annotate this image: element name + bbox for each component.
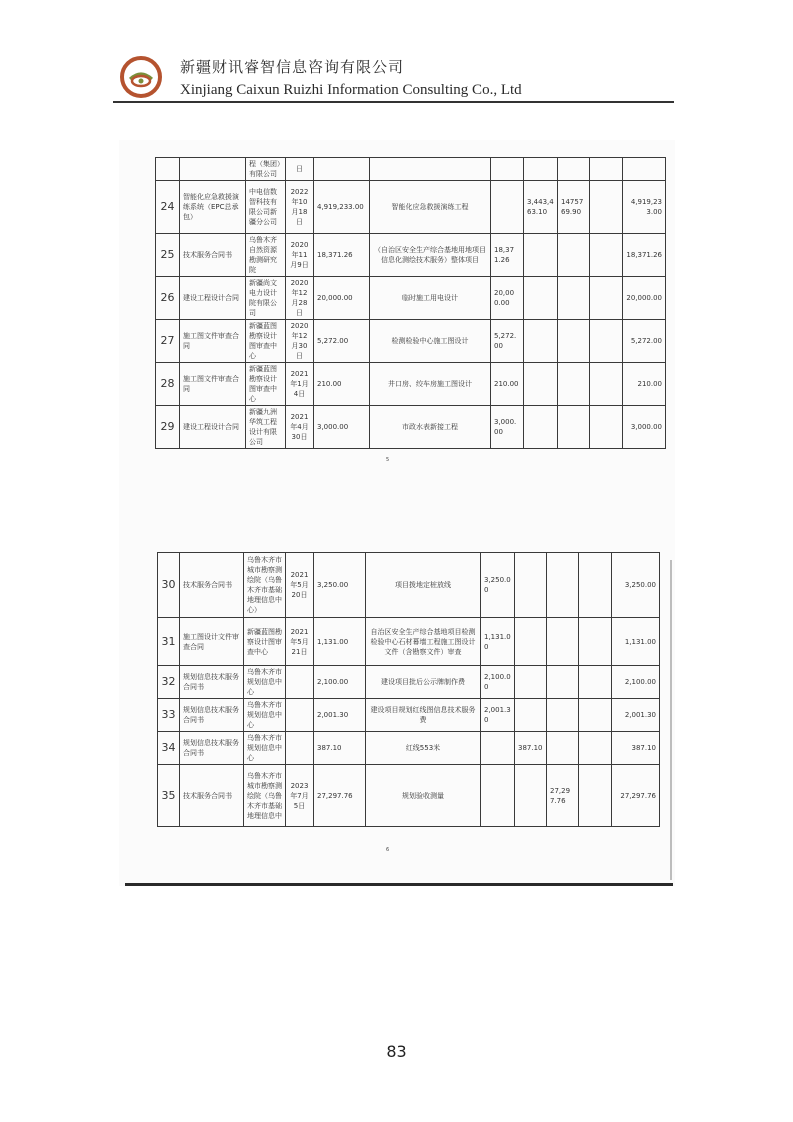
table-row [158,699,660,732]
total-amount: 210.00 [623,363,666,406]
amount-col-3 [547,618,579,666]
table-row [158,553,660,618]
counterparty: 乌鲁木齐市规划信息中心 [244,666,286,699]
contract-content: 市政水表新接工程 [370,406,491,449]
amount-col-3 [547,699,579,732]
total-amount: 2,100.00 [612,666,660,699]
row-number: 31 [158,618,180,666]
amount-col-2 [515,765,547,827]
amount-col-1: 3,000.00 [491,406,524,449]
counterparty: 程（集团）有限公司 [246,158,286,181]
amount-col-3 [558,158,590,181]
contract-name: 技术服务合同书 [180,553,244,618]
amount-col-1 [491,158,524,181]
sign-date: 2021年4月30日 [286,406,314,449]
contract-amount: 3,250.00 [314,553,366,618]
amount-col-2: 3,443,463.10 [524,181,558,234]
amount-col-2: 387.10 [515,732,547,765]
sign-date: 2023年7月5日 [286,765,314,827]
contract-content: 规划验收测量 [366,765,481,827]
amount-col-1: 20,000.00 [491,277,524,320]
amount-col-4 [579,666,612,699]
company-name-en: Xinjiang Caixun Ruizhi Information Consulting Co., Ltd [180,82,522,98]
amount-col-1: 2,001.30 [481,699,515,732]
scan-edge [670,560,672,880]
amount-col-2 [515,618,547,666]
counterparty: 乌鲁木齐市城市勘察测绘院（乌鲁木齐市基础地理信息中心） [244,553,286,618]
total-amount: 4,919,233.00 [623,181,666,234]
amount-col-2 [524,234,558,277]
company-logo-icon [118,54,164,100]
amount-col-4 [579,618,612,666]
amount-col-3 [558,234,590,277]
row-number: 26 [156,277,180,320]
counterparty: 乌鲁木齐市城市勘察测绘院（乌鲁木齐市基础地理信息中 [244,765,286,827]
row-number: 24 [156,181,180,234]
table-row [156,363,666,406]
contract-content: 建设项目批后公示牌制作费 [366,666,481,699]
sign-date: 2021年5月21日 [286,618,314,666]
table-row [158,666,660,699]
amount-col-4 [579,732,612,765]
letterhead [0,0,793,108]
amount-col-2 [515,666,547,699]
counterparty: 乌鲁木齐市规划信息中心 [244,732,286,765]
amount-col-3: 27,297.76 [547,765,579,827]
counterparty: 乌鲁木齐市规划信息中心 [244,699,286,732]
amount-col-4 [590,363,623,406]
contract-amount [314,158,370,181]
sign-date [286,732,314,765]
contract-amount: 5,272.00 [314,320,370,363]
contract-name: 施工图文件审查合同 [180,363,246,406]
amount-col-3 [558,320,590,363]
amount-col-4 [590,320,623,363]
sign-date [286,666,314,699]
counterparty: 新疆尚文电力设计院有限公司 [246,277,286,320]
row-number: 32 [158,666,180,699]
contract-name: 规划信息技术服务合同书 [180,699,244,732]
amount-col-4 [590,181,623,234]
table-row [158,765,660,827]
table-row [156,320,666,363]
table-row [158,618,660,666]
amount-col-2 [515,699,547,732]
contract-amount: 27,297.76 [314,765,366,827]
amount-col-4 [579,765,612,827]
contract-content: 检测检验中心施工图设计 [370,320,491,363]
contract-name: 建设工程设计合同 [180,406,246,449]
table-row [158,732,660,765]
contract-content: 红线553米 [366,732,481,765]
amount-col-4 [590,406,623,449]
contract-content: 智能化应急救援演练工程 [370,181,491,234]
amount-col-1: 5,272.00 [491,320,524,363]
total-amount: 1,131.00 [612,618,660,666]
amount-col-1: 2,100.00 [481,666,515,699]
sign-date: 2020年12月28日 [286,277,314,320]
amount-col-4 [590,158,623,181]
amount-col-3 [558,277,590,320]
contract-content [370,158,491,181]
amount-col-1: 18,371.26 [491,234,524,277]
amount-col-1 [481,732,515,765]
page-number: 83 [386,1042,407,1061]
contract-amount: 1,131.00 [314,618,366,666]
scan-bottom-border [125,883,673,886]
table-row [156,181,666,234]
company-name-cn: 新疆财讯睿智信息咨询有限公司 [180,58,405,76]
sign-date [286,699,314,732]
counterparty: 中电信数智科技有限公司新疆分公司 [246,181,286,234]
contract-name: 施工图文件审查合同 [180,320,246,363]
amount-col-3 [547,732,579,765]
contract-amount: 387.10 [314,732,366,765]
contract-amount: 20,000.00 [314,277,370,320]
sign-date: 2020年12月30日 [286,320,314,363]
counterparty: 新疆九洲华筑工程设计有限公司 [246,406,286,449]
sign-date: 2021年5月20日 [286,553,314,618]
amount-col-2 [524,406,558,449]
row-number: 25 [156,234,180,277]
amount-col-1: 3,250.00 [481,553,515,618]
row-number: 28 [156,363,180,406]
table-row [156,234,666,277]
table-row [156,406,666,449]
contract-name: 技术服务合同书 [180,234,246,277]
contract-name: 规划信息技术服务合同书 [180,666,244,699]
total-amount [623,158,666,181]
amount-col-1: 1,131.00 [481,618,515,666]
row-number: 34 [158,732,180,765]
amount-col-1 [481,765,515,827]
amount-col-4 [590,234,623,277]
counterparty: 新疆蓝图勘察设计图审查中心 [246,363,286,406]
scan-page-number: 5 [386,457,390,463]
amount-col-2 [515,553,547,618]
amount-col-4 [590,277,623,320]
amount-col-3 [547,553,579,618]
sign-date: 2021年1月4日 [286,363,314,406]
amount-col-2 [524,158,558,181]
contract-table-page-6 [157,552,660,827]
contract-content: 井口房、绞车房施工图设计 [370,363,491,406]
amount-col-4 [579,699,612,732]
amount-col-4 [579,553,612,618]
contract-amount: 2,001.30 [314,699,366,732]
amount-col-3 [558,406,590,449]
counterparty: 新疆蓝图勘察设计图审查中心 [244,618,286,666]
contract-content: 自治区安全生产综合基地项目检测检验中心石材幕墙工程施工图设计文件（含勘察文件）审查 [366,618,481,666]
contract-amount: 4,919,233.00 [314,181,370,234]
sign-date: 2022年10月18日 [286,181,314,234]
amount-col-3: 1475769.90 [558,181,590,234]
header-divider [113,101,674,103]
contract-name: 智能化应急救援演练系统（EPC总承包） [180,181,246,234]
sign-date: 2020年11月9日 [286,234,314,277]
amount-col-3 [558,363,590,406]
amount-col-2 [524,363,558,406]
contract-amount: 3,000.00 [314,406,370,449]
contract-name: 建设工程设计合同 [180,277,246,320]
total-amount: 18,371.26 [623,234,666,277]
amount-col-3 [547,666,579,699]
amount-col-1 [491,181,524,234]
contract-name [180,158,246,181]
contract-amount: 18,371.26 [314,234,370,277]
scan-page-number: 6 [386,847,390,853]
table-row [156,277,666,320]
amount-col-2 [524,320,558,363]
total-amount: 5,272.00 [623,320,666,363]
total-amount: 387.10 [612,732,660,765]
contract-table-page-5 [155,157,666,449]
contract-amount: 210.00 [314,363,370,406]
amount-col-2 [524,277,558,320]
amount-col-1: 210.00 [491,363,524,406]
sign-date: 日 [286,158,314,181]
total-amount: 3,000.00 [623,406,666,449]
row-number [156,158,180,181]
counterparty: 乌鲁木齐自然资源勘测研究院 [246,234,286,277]
total-amount: 27,297.76 [612,765,660,827]
row-number: 27 [156,320,180,363]
total-amount: 2,001.30 [612,699,660,732]
row-number: 35 [158,765,180,827]
total-amount: 3,250.00 [612,553,660,618]
row-number: 30 [158,553,180,618]
total-amount: 20,000.00 [623,277,666,320]
contract-name: 技术服务合同书 [180,765,244,827]
contract-name: 施工图设计文件审查合同 [180,618,244,666]
counterparty: 新疆蓝图勘察设计图审查中心 [246,320,286,363]
table-row [156,158,666,181]
row-number: 33 [158,699,180,732]
contract-amount: 2,100.00 [314,666,366,699]
contract-content: （自治区安全生产综合基地用地项目信息化测绘技术服务）整体项目 [370,234,491,277]
contract-content: 建设项目规划红线图信息技术服务费 [366,699,481,732]
contract-name: 规划信息技术服务合同书 [180,732,244,765]
contract-content: 临时施工用电设计 [370,277,491,320]
row-number: 29 [156,406,180,449]
contract-content: 项目拨地定桩放线 [366,553,481,618]
